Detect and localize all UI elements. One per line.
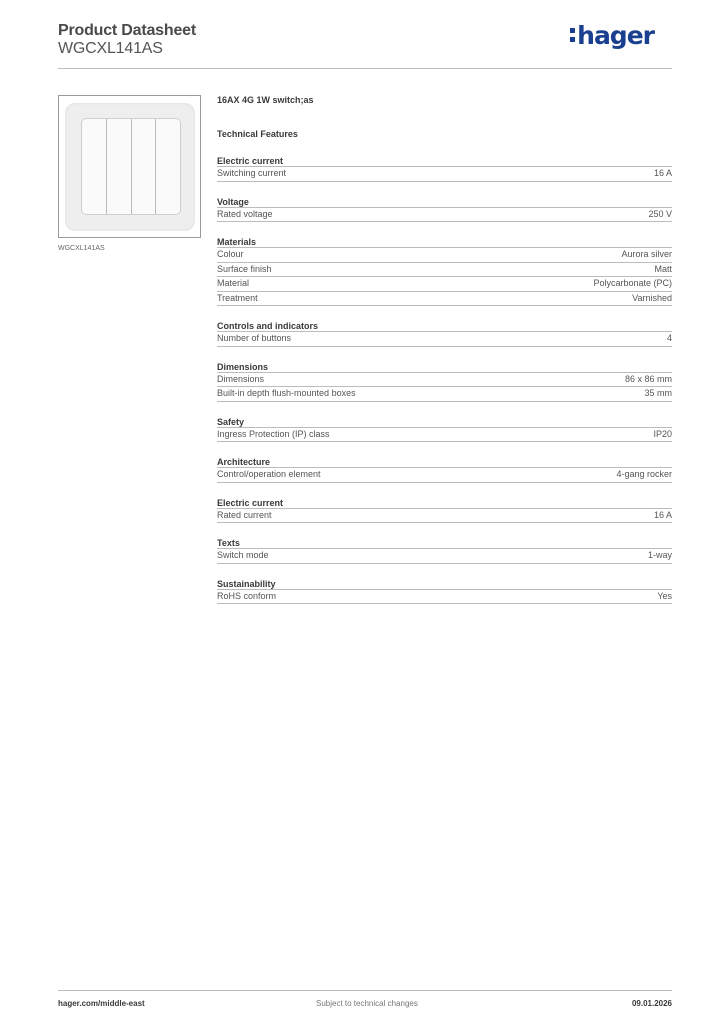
spec-label: Switching current [217,168,287,178]
footer-website: hager.com/middle-east [58,999,145,1008]
group-title: Safety [217,416,672,428]
group-title: Materials [217,236,672,248]
footer-divider [58,990,672,991]
group-title: Architecture [217,456,672,468]
spec-row [217,167,672,182]
spec-label: Treatment [217,292,258,303]
product-code: WGCXL141AS [58,40,163,57]
product-name: 16AX 4G 1W switch;as [217,95,314,105]
feature-group [217,497,672,524]
document-title: Product Datasheet [58,22,196,39]
feature-group [217,236,672,306]
spec-label: Switch mode [217,550,269,560]
group-title: Dimensions [217,361,672,373]
spec-label: Colour [217,249,244,259]
spec-row [217,509,672,524]
spec-label: Surface finish [217,263,272,274]
spec-value: Matt [654,263,672,274]
spec-row [217,208,672,223]
spec-row [217,549,672,564]
page-header [58,20,672,69]
technical-content [217,95,672,604]
spec-label: Control/operation element [217,469,321,479]
switch-plate [65,103,195,231]
feature-groups [217,155,672,604]
spec-value: 4-gang rocker [616,469,672,479]
logo-text: hager [577,20,654,50]
spec-label: Number of buttons [217,333,292,343]
group-title: Texts [217,537,672,549]
hager-logo [570,20,654,50]
footer-disclaimer: Subject to technical changes [316,999,418,1008]
feature-group [217,196,672,223]
feature-group [217,578,672,605]
spec-value: 86 x 86 mm [624,373,672,384]
logo-dots-icon [570,28,575,42]
group-title: Electric current [217,155,672,167]
spec-value: 1-way [647,550,672,560]
spec-label: RoHS conform [217,590,277,601]
product-image [58,95,201,238]
spec-row [217,387,672,402]
spec-row [217,263,672,278]
spec-label: Dimensions [217,373,265,384]
spec-row [217,373,672,388]
rocker-3 [132,119,157,214]
spec-row [217,468,672,483]
spec-row [217,428,672,443]
spec-value: 4 [666,333,672,343]
image-caption: WGCXL141AS [58,245,105,252]
rocker-1 [82,119,107,214]
feature-group [217,320,672,347]
spec-label: Rated voltage [217,208,273,219]
spec-label: Material [217,278,250,288]
spec-value: Yes [657,590,672,601]
spec-value: 250 V [648,208,672,219]
rocker-4 [156,119,180,214]
group-title: Controls and indicators [217,320,672,332]
spec-value: 35 mm [644,388,672,398]
group-title: Sustainability [217,578,672,590]
spec-row [217,277,672,292]
spec-value: Polycarbonate (PC) [593,278,672,288]
spec-label: Rated current [217,509,272,520]
spec-row [217,590,672,605]
rocker-2 [107,119,132,214]
footer-date: 09.01.2026 [631,999,672,1008]
spec-value: IP20 [653,428,672,439]
rocker-frame [81,118,181,215]
spec-row [217,248,672,263]
group-title: Voltage [217,196,672,208]
spec-value: 16 A [653,168,672,178]
spec-label: Built-in depth flush-mounted boxes [217,388,356,398]
feature-group [217,537,672,564]
spec-row [217,332,672,347]
spec-value: Varnished [632,292,672,303]
feature-group [217,155,672,182]
section-heading: Technical Features [217,129,298,139]
spec-row [217,292,672,307]
feature-group [217,456,672,483]
spec-value: 16 A [653,509,672,520]
feature-group [217,416,672,443]
header-divider [58,68,672,69]
spec-label: Ingress Protection (IP) class [217,428,330,439]
spec-value: Aurora silver [621,249,672,259]
feature-group [217,361,672,402]
group-title: Electric current [217,497,672,509]
